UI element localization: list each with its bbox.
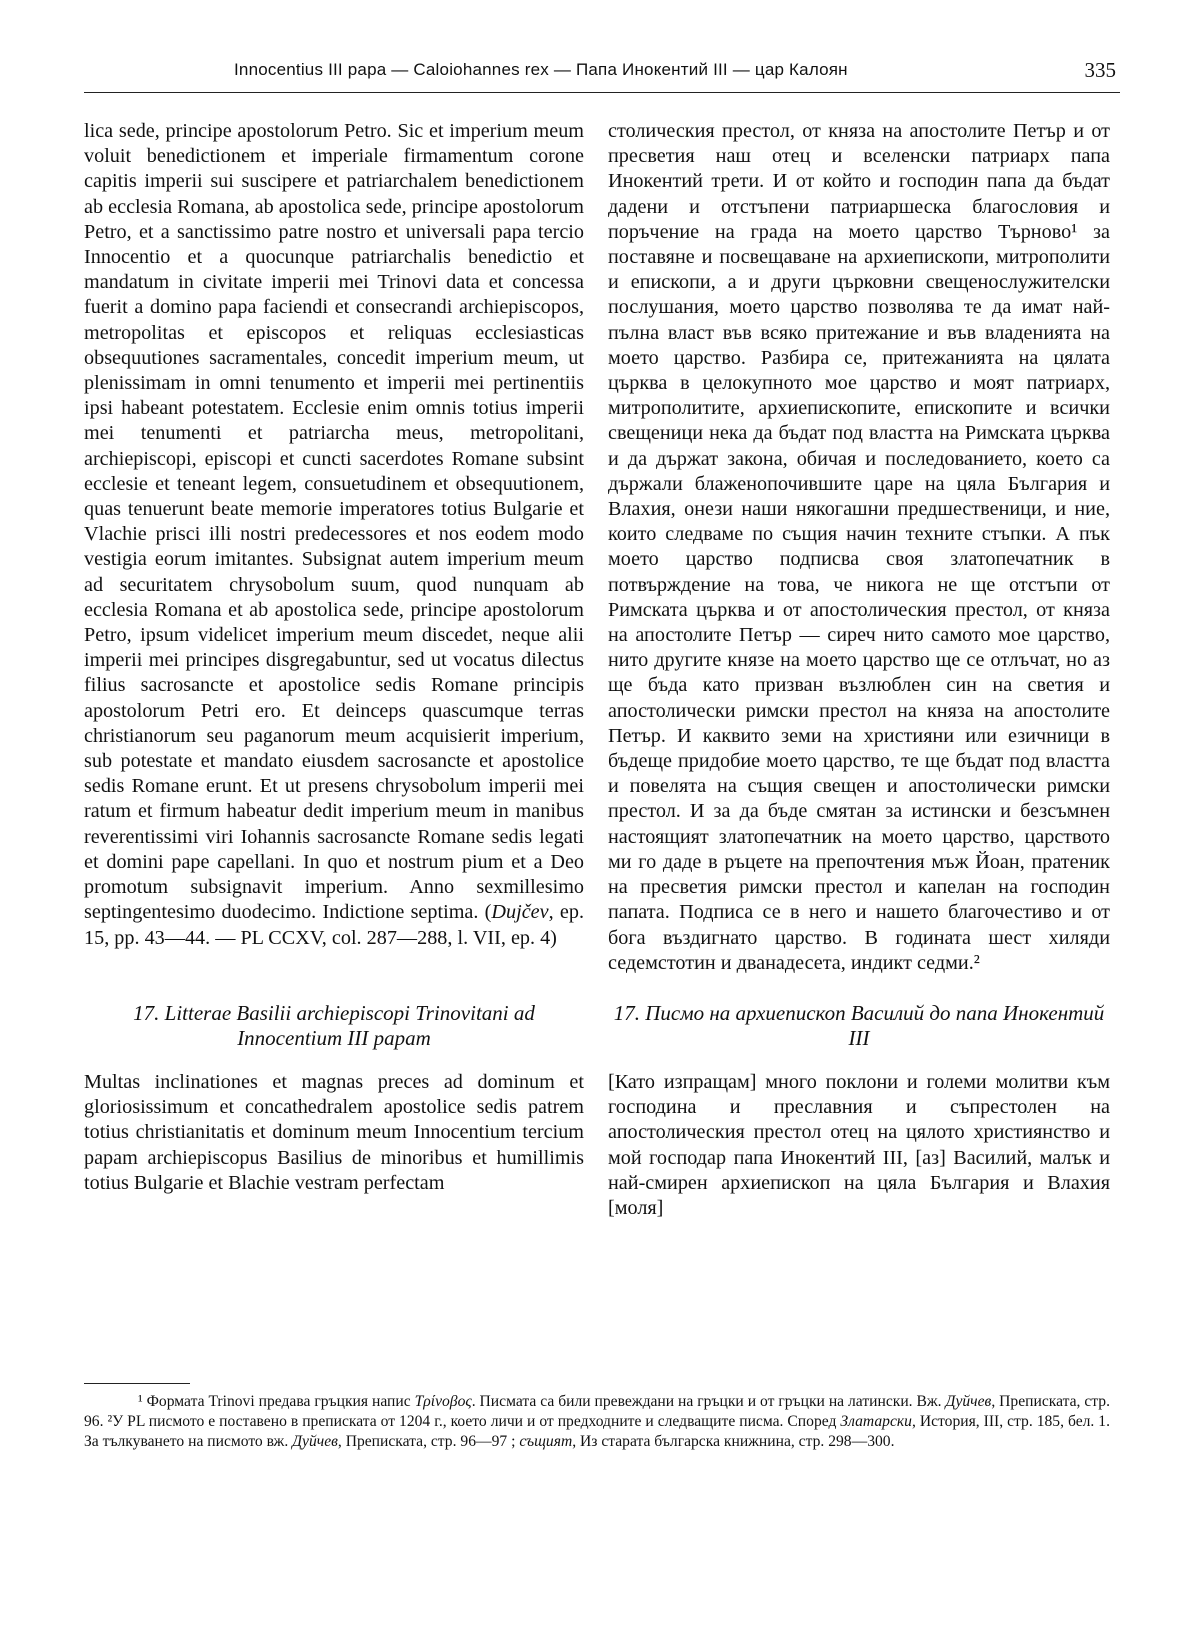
section-heading-latin: 17. Litterae Basilii archiepiscopi Trinovitani ad Innocentium III papam	[133, 1001, 535, 1050]
footnote-1-part: . Писмата са били превеждани на гръцки и от гръцки на латински. Вж.	[471, 1393, 946, 1410]
citation-reference: , ep. 15, pp. 43—44. — PL CCXV, col. 287—288, l. VII, ep. 4)	[84, 901, 584, 949]
footnote-divider	[84, 1383, 190, 1384]
footnotes	[84, 1392, 1110, 1452]
footnote-2-part: , Преписката, стр. 96—97 ;	[337, 1433, 520, 1450]
section17-bulgarian-text: [Като изпращам] много поклони и големи молитви към господина и преславния и съпрестолен на апостолическия престол отец на цялото християнство и мой господар папа Инокентий III, [аз] Василий, малък и най-смирен архиепископ на цяла България и Влахия [моля]	[608, 1071, 1110, 1220]
latin-text-column	[84, 119, 584, 951]
footnote-2-part: , История, III, стр. 185, бел. 1. За тълкуването на писмото вж.	[84, 1413, 1110, 1450]
footnote-author: същият	[519, 1433, 573, 1450]
footnote-author: Златарски	[840, 1413, 912, 1430]
footnote-text	[84, 1392, 1110, 1452]
footnote-author: Дуйчев	[292, 1433, 338, 1450]
latin-document-text: lica sede, principe apostolorum Petro. Sic et imperium meum voluit benedictionem et imperiale firmamentum corone capitis imperii sui suscipere et patriarchalem benedictionem ab ecclesia Romana, ab apostolica sede, principe apostolorum Petro, et a sanctissimo patre nostro et universali papa tercio Innocentio et a quocunque patriarchalis benedictio et mandatum in civitate imperii mei Trinovi data et concessa fuerit a domino papa faciendi et consecrandi archiepiscopos, metropolitas et episcopos et reliquas ecclesiasticas obsequutiones sacramentales, concedit imperium meum, ut plenissimam in omni tenumento et imperii mei pertinentiis ipsi habeant potestatem. Ecclesie enim omnis totius imperii mei tenumenti et patriarcha meus, metropolitani, archiepiscopi, episcopi et cuncti sacerdotes Romane subsint ecclesie et teneant legem, consuetudinem et obsequutionem, quas tenuerunt beate memorie imperatores totius Bulgarie et Vlachie prisci illi nostri predecessores et nos eodem modo vestigia eorum imitantes. Subsignat autem imperium meum ad securitatem chrysobolum suum, quod nunquam ab ecclesia Romana et ab apostolica sede, principe apostolorum Petro, ipsum videlicet imperium meum discedet, neque alii imperii mei principes disgregabuntur, sed ut vocatus dilectus filius sacrosancte et apostolice sedis Romane principis apostolorum Petri ero. Et deinceps quascumque terras christianorum seu paganorum meum acquisierit imperium, sub potestate et mandato eiusdem sacrosancte et apostolice sedis Romane erunt. Et ut presens chrysobolum imperii mei ratum et firmum habeatur dedit imperium meum in manibus reverentissimi viri Iohannis sacrosancte Romane sedis legati et domini pape capellani. In quo et nostrum pium et a Deo promotum subsignavit imperium. Anno sexmillesimo septingentesimo duodecimo. Indictione septima. (	[84, 120, 584, 924]
running-head: Innocentius III papa — Caloiohannes rex — Папа Инокентий III — цар Калоян	[234, 60, 848, 79]
bulgarian-text-column	[608, 119, 1110, 976]
citation-author: Dujčev	[491, 901, 549, 924]
footnote-2-part: ²У PL писмото е поставено в преписката от 1204 г., което личи и от предходните и следващите писма. Според	[103, 1413, 841, 1430]
section-heading-bulgarian: 17. Писмо на архиепископ Василий до папа Инокентий III	[613, 1001, 1105, 1050]
greek-term: Τρίνοβος	[414, 1393, 472, 1410]
bulgarian-translation-text: столическия престол, от княза на апостолите Петър и от пресветия наш отец и вселенски патриарх папа Инокентий трети. И от който и господин папа да бъдат дадени и отстъпени патриаршеска благословия и поръчение на града на моето царство Търново¹ за поставяне и посвещаване на архиепископи, митрополити и епископи, а и други църковни свещенослужителски послушания, моето царство позволява те да имат най-пълна власт във всяко притежание и във владенията на моето царство. Разбира се, притежанията на цялата църква в целокупното мое царство и моят патриарх, митрополитите, архиепископите, епископите и всички свещеници нека да бъдат под властта на Римската църква и да държат закона, обичая и последованието, което са държали блаженопочившите царе на цяла България и Влахия, онези наши някогашни предшественици, и ние, които следваме по същия начин техните стъпки. А пък моето царство подписва своя златопечатник в потвърждение на това, че никога не ще отстъпи от Римската църква и от апостолическия престол, от княза на апостолите Петър — сиреч нито самото мое царство, нито другите князе на моето царство ще се отлъчат, но аз ще бъда като призван възлюблен син на светия и апостолически римски престол на княза на апостолите Петър. И каквито земи на християни или езичници в бъдеще придобие моето царство, те ще бъдат под властта и повелята на същия свещен и апостолически римски престол. И за да бъде смятан за истински и безсъмнен настоящият златопечатник на моето царство, царството ми го даде в ръцете на препочтения мъж Йоан, пратеник на пресветия римски престол и капелан на господин папата. Подписа се в него и нашето благочестиво и от бога въздигнато царство. В годината шест хиляди седемстотин и дванадесета, индикт седми.²	[608, 120, 1110, 974]
footnote-2-part: , Из старата българска книжнина, стр. 298—300.	[572, 1433, 895, 1450]
page-number: 335	[1084, 58, 1116, 82]
footnote-1-part: ¹ Формата Trinovi предава гръцкия напис	[138, 1393, 415, 1410]
footnote-1-part: , Преписката, стр. 96.	[84, 1393, 1110, 1430]
page-header	[84, 58, 1120, 93]
section17-latin-text: Multas inclinationes et magnas preces ad dominum et gloriosissimum et concathedralem apostolice sedis patrem totius christianitatis et dominum meum Innocentium tercium papam archiepiscopus Basilius de minoribus et humillimis totius Bulgarie et Blachie vestram perfectam	[84, 1071, 584, 1194]
footnote-author: Дуйчев	[945, 1393, 992, 1410]
